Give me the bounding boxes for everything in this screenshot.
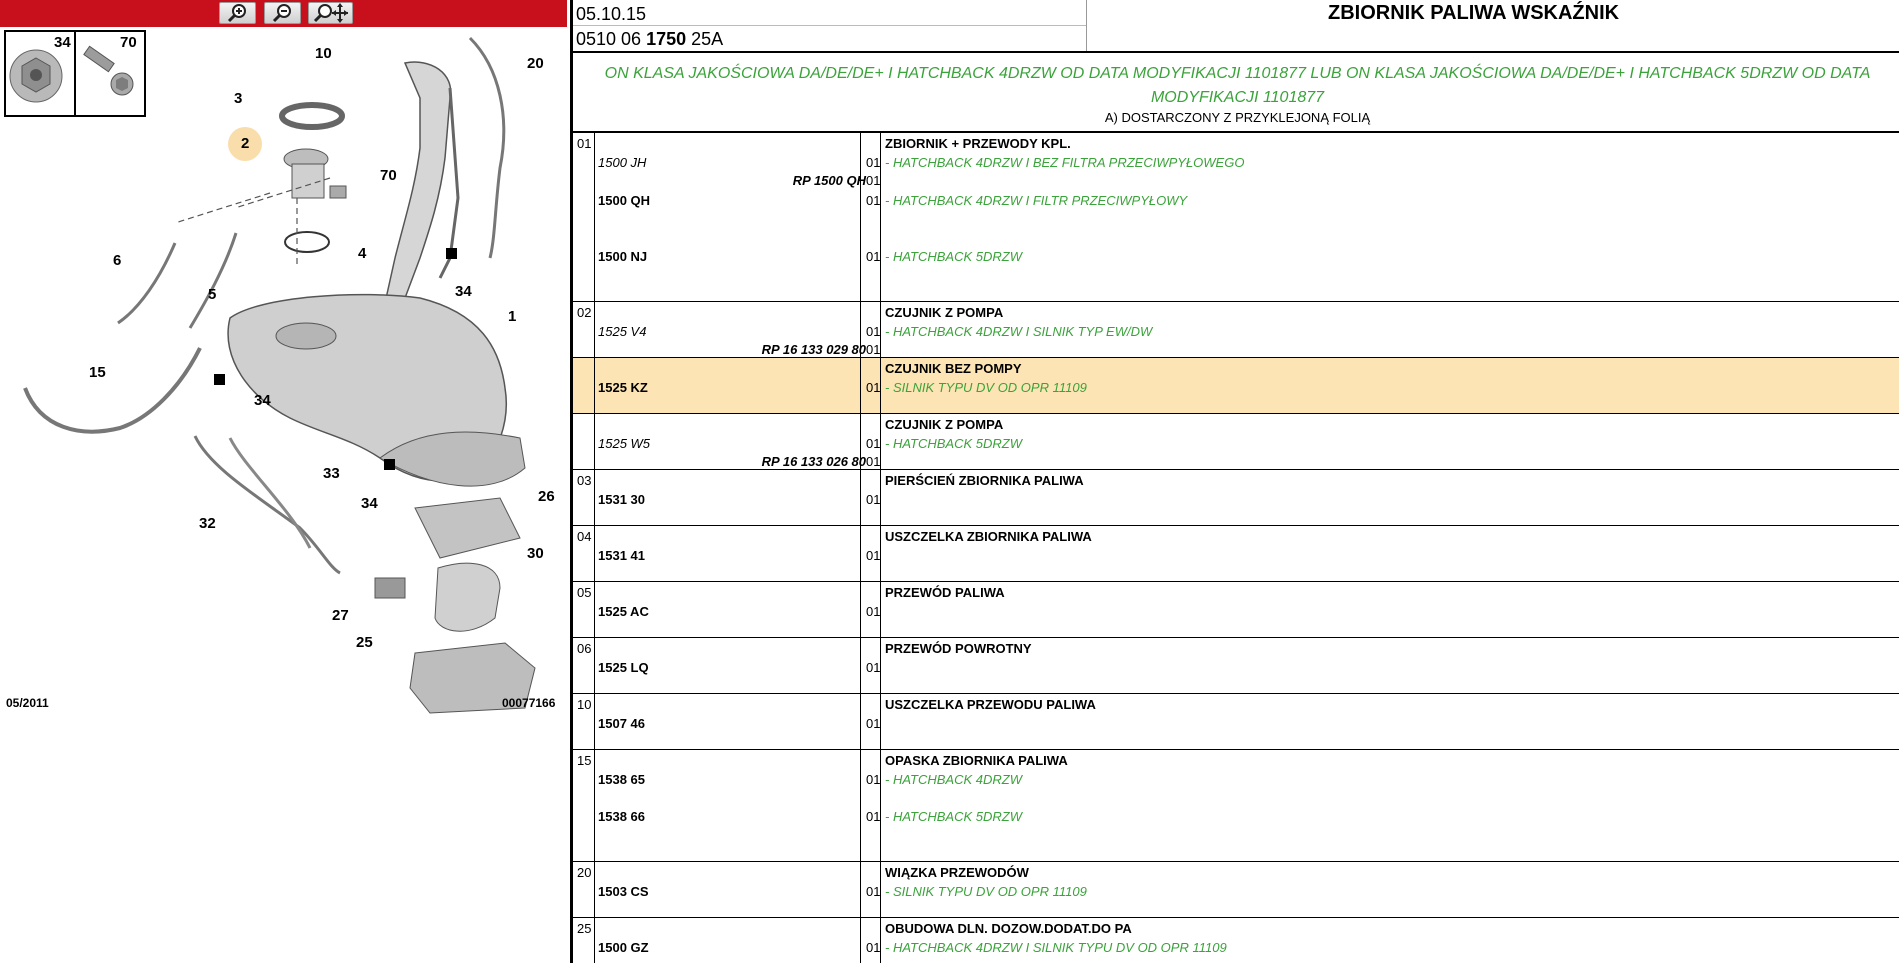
part-quantity: 01 bbox=[866, 380, 881, 395]
part-group[interactable] bbox=[573, 133, 1899, 302]
replacement-reference[interactable]: RP 1500 QH bbox=[792, 173, 866, 188]
group-index: 06 bbox=[577, 641, 592, 656]
part-description: - HATCHBACK 5DRZW bbox=[885, 249, 1022, 264]
footnote: A) DOSTARCZONY Z PRZYKLEJONĄ FOLIĄ bbox=[1104, 110, 1371, 125]
part-group[interactable] bbox=[573, 302, 1899, 358]
return-line bbox=[190, 233, 236, 328]
group-index: 15 bbox=[577, 753, 592, 768]
part-reference[interactable]: 1531 41 bbox=[598, 548, 645, 563]
part-description: - HATCHBACK 4DRZW I FILTR PRZECIWPYŁOWY bbox=[885, 193, 1188, 208]
part-quantity: 01 bbox=[866, 155, 881, 170]
part-title: PIERŚCIEŃ ZBIORNIKA PALIWA bbox=[885, 473, 1084, 488]
group-index: 01 bbox=[577, 136, 592, 151]
callout-label[interactable]: 6 bbox=[113, 252, 122, 269]
callout-label[interactable]: 4 bbox=[358, 245, 367, 262]
part-title: PRZEWÓD PALIWA bbox=[885, 585, 1005, 600]
callout-label[interactable]: 1 bbox=[508, 308, 517, 325]
parts-list-panel bbox=[570, 0, 1899, 963]
part-title: CZUJNIK BEZ POMPY bbox=[885, 361, 1022, 376]
part-title: OPASKA ZBIORNIKA PALIWA bbox=[885, 753, 1068, 768]
callout-label[interactable]: 20 bbox=[527, 55, 544, 72]
part-reference[interactable]: 1525 V4 bbox=[598, 324, 647, 339]
callout-label[interactable]: 25 bbox=[356, 634, 373, 651]
part-title: OBUDOWA DLN. DOZOW.DODAT.DO PA bbox=[885, 921, 1132, 936]
additive-tank bbox=[435, 563, 500, 631]
callout-label[interactable]: 3 bbox=[234, 90, 243, 107]
column-divider bbox=[860, 750, 861, 861]
column-divider bbox=[594, 526, 595, 581]
column-divider bbox=[880, 750, 881, 861]
part-description: - SILNIK TYPU DV OD OPR 11109 bbox=[885, 380, 1087, 395]
part-reference[interactable]: 1500 GZ bbox=[598, 940, 649, 955]
group-index: 10 bbox=[577, 697, 592, 712]
callout-label[interactable]: 10 bbox=[315, 45, 332, 62]
ring bbox=[282, 105, 342, 127]
column-divider bbox=[860, 862, 861, 917]
column-divider bbox=[594, 302, 595, 357]
part-description: - HATCHBACK 5DRZW bbox=[885, 436, 1022, 451]
part-title: ZBIORNIK + PRZEWODY KPL. bbox=[885, 136, 1071, 151]
part-reference[interactable]: 1525 KZ bbox=[598, 380, 648, 395]
part-title: CZUJNIK Z POMPA bbox=[885, 417, 1004, 432]
part-reference[interactable]: 1525 AC bbox=[598, 604, 649, 619]
part-reference[interactable]: 1500 QH bbox=[598, 193, 651, 208]
thumbnail-number: 70 bbox=[120, 34, 137, 51]
column-divider bbox=[594, 918, 595, 963]
callout-label[interactable]: 70 bbox=[380, 167, 397, 184]
part-description: - SILNIK TYPU DV OD OPR 11109 bbox=[885, 884, 1087, 899]
diagram-date: 05/2011 bbox=[6, 696, 49, 710]
column-divider bbox=[594, 414, 595, 469]
callout-label[interactable]: 34 bbox=[361, 495, 378, 512]
column-divider bbox=[594, 750, 595, 861]
part-quantity: 01 bbox=[866, 940, 881, 955]
part-reference[interactable]: 1538 66 bbox=[598, 809, 645, 824]
tank-strap bbox=[25, 348, 200, 432]
callout-label[interactable]: 2 bbox=[241, 135, 250, 152]
note-line: MODYFIKACJI 1101877 bbox=[1150, 89, 1325, 106]
column-divider bbox=[860, 526, 861, 581]
part-group[interactable] bbox=[573, 638, 1899, 694]
part-description: - HATCHBACK 4DRZW I SILNIK TYPU DV OD OPR 11109 bbox=[885, 940, 1227, 955]
replacement-reference[interactable]: RP 16 133 029 80 bbox=[761, 342, 866, 357]
callout-label[interactable]: 30 bbox=[527, 545, 544, 562]
part-title: CZUJNIK Z POMPA bbox=[885, 305, 1004, 320]
part-group[interactable] bbox=[573, 526, 1899, 582]
fuel-line bbox=[118, 243, 175, 323]
part-group[interactable] bbox=[573, 862, 1899, 918]
group-index: 05 bbox=[577, 585, 592, 600]
column-divider bbox=[594, 582, 595, 637]
part-reference[interactable]: 1500 JH bbox=[598, 155, 647, 170]
column-divider bbox=[594, 358, 595, 413]
pump-module bbox=[375, 578, 405, 598]
diagram-id: 00077166 bbox=[502, 696, 556, 710]
pan-zoom-button[interactable] bbox=[308, 2, 353, 24]
part-description: - HATCHBACK 4DRZW bbox=[885, 772, 1022, 787]
part-reference[interactable]: 1503 CS bbox=[598, 884, 649, 899]
zoom-in-icon bbox=[227, 3, 249, 23]
callout-label[interactable]: 34 bbox=[455, 283, 472, 300]
pump-connector bbox=[330, 186, 346, 198]
part-quantity: 01 bbox=[866, 716, 881, 731]
part-quantity: 01 bbox=[866, 548, 881, 563]
zoom-in-button[interactable] bbox=[219, 2, 256, 24]
part-quantity: 01 bbox=[866, 809, 881, 824]
part-group[interactable] bbox=[573, 750, 1899, 862]
code-bold: 1750 bbox=[646, 29, 687, 49]
group-index: 20 bbox=[577, 865, 592, 880]
part-quantity: 01 bbox=[866, 772, 881, 787]
part-group[interactable] bbox=[573, 582, 1899, 638]
page-title: ZBIORNIK PALIWA WSKAŹNIK bbox=[1328, 2, 1620, 24]
part-group[interactable] bbox=[573, 414, 1899, 470]
code-prefix: 0510 06 bbox=[576, 29, 647, 49]
part-quantity: 01 bbox=[866, 324, 881, 339]
note-line: ON KLASA JAKOŚCIOWA DA/DE/DE+ I HATCHBACK 4DRZW OD DATA MODYFIKACJI 1101877 LUB ON KLASA JAKOŚCIOWA DA/DE/DE+ I HATCHBACK 5DRZW OD DATA bbox=[604, 65, 1871, 82]
callout-label[interactable]: 33 bbox=[323, 465, 340, 482]
diagram-toolbar bbox=[0, 0, 567, 27]
diagram-panel bbox=[0, 0, 570, 963]
part-reference[interactable]: 1531 30 bbox=[598, 492, 645, 507]
part-description: - HATCHBACK 4DRZW I BEZ FILTRA PRZECIWPYŁOWEGO bbox=[885, 155, 1245, 170]
part-reference[interactable]: 1525 LQ bbox=[598, 660, 649, 675]
replacement-reference[interactable]: RP 16 133 026 80 bbox=[761, 454, 866, 469]
group-index: 03 bbox=[577, 473, 592, 488]
part-quantity: 01 bbox=[866, 342, 881, 357]
column-divider bbox=[594, 862, 595, 917]
callout-label[interactable]: 32 bbox=[199, 515, 216, 532]
column-divider bbox=[860, 470, 861, 525]
parts-table bbox=[573, 133, 1899, 963]
dosing-bracket bbox=[415, 498, 520, 558]
seal bbox=[285, 232, 329, 252]
group-index: 25 bbox=[577, 921, 592, 936]
part-quantity: 01 bbox=[866, 193, 881, 208]
callout-label[interactable]: 27 bbox=[332, 607, 349, 624]
part-reference[interactable]: 1538 65 bbox=[598, 772, 645, 787]
column-divider bbox=[860, 638, 861, 693]
column-divider bbox=[860, 582, 861, 637]
exploded-parts-diagram bbox=[0, 28, 570, 728]
part-title: USZCZELKA ZBIORNIKA PALIWA bbox=[885, 529, 1092, 544]
part-group[interactable] bbox=[573, 470, 1899, 526]
part-reference[interactable]: 1525 W5 bbox=[598, 436, 651, 451]
column-divider bbox=[860, 694, 861, 749]
part-group[interactable] bbox=[573, 358, 1899, 414]
vent-pipe bbox=[470, 38, 504, 258]
part-quantity: 01 bbox=[866, 884, 881, 899]
column-divider bbox=[860, 358, 861, 413]
thumbnail-number: 34 bbox=[54, 34, 71, 51]
column-divider bbox=[594, 133, 595, 301]
part-title: USZCZELKA PRZEWODU PALIWA bbox=[885, 697, 1096, 712]
group-index: 02 bbox=[577, 305, 592, 320]
catalog-date: 05.10.15 bbox=[576, 4, 647, 24]
part-quantity: 01 bbox=[866, 436, 881, 451]
applicability-note bbox=[573, 62, 1899, 110]
part-reference[interactable]: 1500 NJ bbox=[598, 249, 648, 264]
pan-zoom-icon bbox=[313, 3, 349, 23]
callout-label[interactable]: 15 bbox=[89, 364, 106, 381]
tank-opening bbox=[276, 323, 336, 349]
column-divider bbox=[860, 918, 861, 963]
column-divider bbox=[594, 694, 595, 749]
part-reference[interactable]: 1507 46 bbox=[598, 716, 645, 731]
column-divider bbox=[860, 133, 861, 301]
part-quantity: 01 bbox=[866, 454, 881, 469]
part-quantity: 01 bbox=[866, 604, 881, 619]
wiring-harness bbox=[195, 436, 340, 573]
zoom-out-icon bbox=[272, 3, 294, 23]
part-title: WIĄZKA PRZEWODÓW bbox=[885, 865, 1029, 880]
part-title: PRZEWÓD POWROTNY bbox=[885, 641, 1032, 656]
column-divider bbox=[594, 470, 595, 525]
part-quantity: 01 bbox=[866, 249, 881, 264]
group-index: 04 bbox=[577, 529, 592, 544]
part-quantity: 01 bbox=[866, 660, 881, 675]
callout-label[interactable]: 5 bbox=[208, 286, 217, 303]
part-description: - HATCHBACK 5DRZW bbox=[885, 809, 1022, 824]
callout-label[interactable]: 26 bbox=[538, 488, 555, 505]
part-group[interactable] bbox=[573, 694, 1899, 750]
part-description: - HATCHBACK 4DRZW I SILNIK TYP EW/DW bbox=[885, 324, 1153, 339]
part-group[interactable] bbox=[573, 918, 1899, 963]
catalog-code bbox=[576, 29, 723, 50]
column-divider bbox=[594, 638, 595, 693]
code-suffix: 25A bbox=[686, 29, 724, 49]
part-quantity: 01 bbox=[866, 492, 881, 507]
callout-label[interactable]: 34 bbox=[254, 392, 271, 409]
part-quantity: 01 bbox=[866, 173, 881, 188]
zoom-out-button[interactable] bbox=[264, 2, 301, 24]
